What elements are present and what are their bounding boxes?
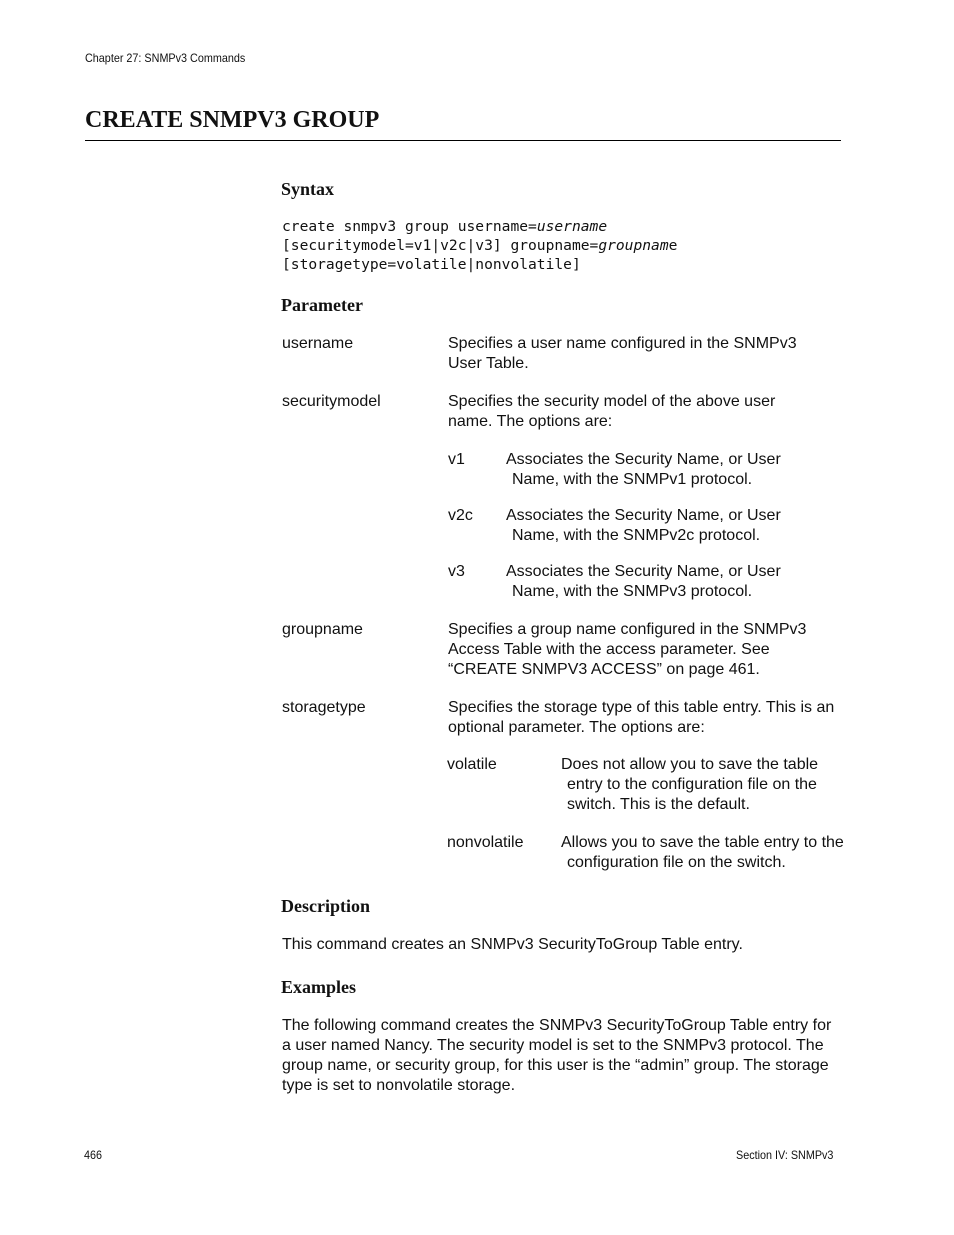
param-name-securitymodel: securitymodel xyxy=(282,393,381,410)
option-name-v3: v3 xyxy=(448,563,465,580)
description-text: This command creates an SNMPv3 SecurityToGroup Table entry. xyxy=(282,936,743,953)
option-desc-v2c: Associates the Security Name, or User Name, with the SNMPv2c protocol. xyxy=(506,507,781,544)
option-desc-nonvolatile: Allows you to save the table entry to the configuration file on the switch. xyxy=(561,834,844,871)
syntax-line-2 xyxy=(282,236,677,255)
param-desc-securitymodel: Specifies the security model of the above user name. The options are: xyxy=(448,393,776,430)
syntax-line-2-text: [securitymodel=v1|v2c|v3] groupname= xyxy=(282,237,599,254)
examples-text: The following command creates the SNMPv3 SecurityToGroup Table entry for a user named Nancy. The security model is set to the SNMPv3 protocol. The group name, or security group, for this user is the “admin” group. The storage type is set to nonvolatile storage. xyxy=(282,1017,832,1094)
syntax-groupname-var: groupnam xyxy=(598,237,669,254)
page-title: CREATE SNMPV3 GROUP xyxy=(85,107,380,133)
option-name-nonvolatile: nonvolatile xyxy=(447,834,524,851)
syntax-line-2-suffix: e xyxy=(668,237,678,254)
param-desc-username: Specifies a user name configured in the SNMPv3 User Table. xyxy=(448,335,797,372)
parameter-heading: Parameter xyxy=(281,295,363,315)
chapter-header: Chapter 27: SNMPv3 Commands xyxy=(85,51,246,65)
option-name-volatile: volatile xyxy=(447,756,497,773)
option-desc-v3: Associates the Security Name, or User Name, with the SNMPv3 protocol. xyxy=(506,563,781,600)
param-name-storagetype: storagetype xyxy=(282,699,366,716)
option-name-v1: v1 xyxy=(448,451,465,468)
syntax-line-1-text: create snmpv3 group username= xyxy=(282,218,537,235)
option-desc-v1: Associates the Security Name, or User Name, with the SNMPv1 protocol. xyxy=(506,451,781,488)
syntax-heading: Syntax xyxy=(281,179,335,199)
page-number: 466 xyxy=(84,1148,103,1162)
description-heading: Description xyxy=(281,896,370,916)
syntax-username-var: username xyxy=(536,218,608,235)
title-divider xyxy=(85,140,841,141)
syntax-line-1 xyxy=(282,217,607,236)
param-name-groupname: groupname xyxy=(282,621,363,638)
option-name-v2c: v2c xyxy=(448,507,473,524)
syntax-line-3: [storagetype=volatile|nonvolatile] xyxy=(282,256,581,273)
param-name-username: username xyxy=(282,335,354,352)
option-desc-volatile: Does not allow you to save the table entry to the configuration file on the switch. This is the default. xyxy=(561,756,819,813)
examples-heading: Examples xyxy=(281,977,357,997)
param-desc-storagetype: Specifies the storage type of this table entry. This is an optional parameter. The options are: xyxy=(448,699,835,736)
section-footer: Section IV: SNMPv3 xyxy=(736,1148,834,1162)
param-desc-groupname: Specifies a group name configured in the SNMPv3 Access Table with the access parameter. See “CREATE SNMPV3 ACCESS” on page 461. xyxy=(448,621,807,678)
